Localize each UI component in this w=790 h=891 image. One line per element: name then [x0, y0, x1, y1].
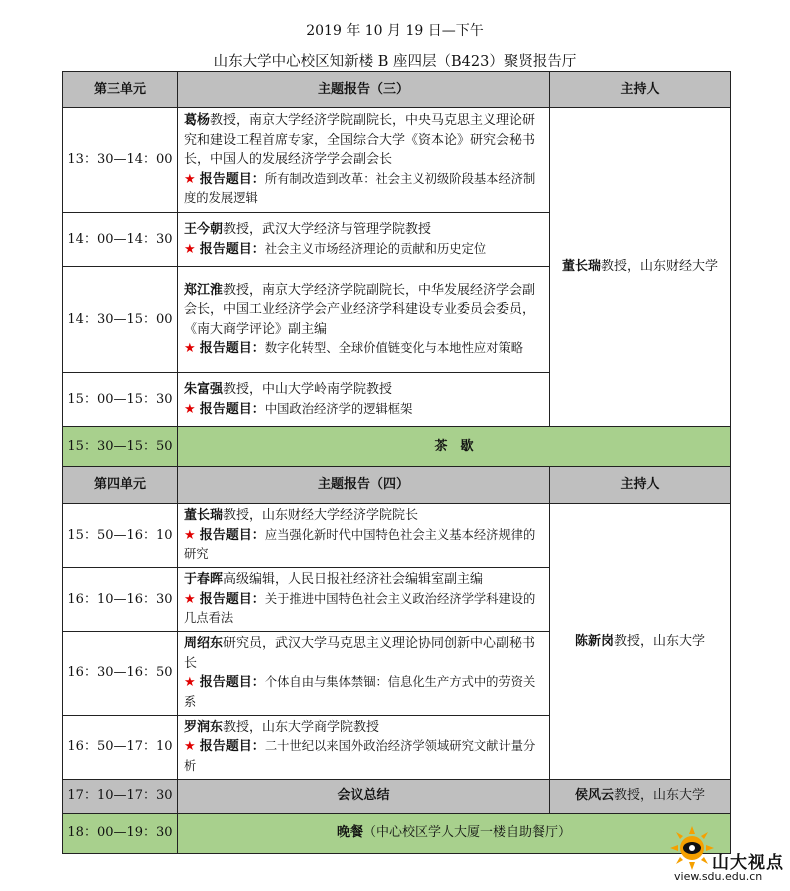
schedule-venue: 山东大学中心校区知新楼 B 座四层（B423）聚贤报告厅 [213, 54, 577, 70]
talk-details [178, 631, 550, 715]
schedule-date: 2019 年 10 月 19 日—下午 [306, 23, 484, 39]
talk-title-label: 报告题目： [199, 241, 265, 257]
speaker-name: 于春晖 [184, 572, 224, 587]
star-icon: ★ [184, 341, 196, 356]
talk-time: 14：30—15：00 [63, 267, 178, 373]
summary-label: 会议总结 [178, 779, 550, 813]
talk-title: 中国政治经济学的逻辑框架 [264, 401, 413, 416]
talk-title: 数字化转型、全球价值链变化与本地性应对策略 [264, 341, 524, 355]
star-icon: ★ [184, 401, 196, 417]
unit3-host-header: 主持人 [550, 72, 731, 108]
speaker-name: 罗润东 [184, 719, 224, 735]
speaker-name: 董长瑞 [184, 508, 224, 524]
unit4-header-row [63, 467, 731, 504]
star-icon: ★ [184, 675, 196, 690]
talk-details [178, 108, 550, 213]
unit4-unit-header: 第四单元 [63, 467, 178, 504]
talk-title-label: 报告题目： [199, 739, 265, 755]
host-affiliation: 教授，山东财经大学 [601, 259, 719, 275]
talk-time: 15：50—16：10 [63, 504, 178, 568]
star-icon: ★ [184, 171, 196, 187]
speaker-intro: 教授，山东财经大学经济学院院长 [223, 508, 419, 524]
summary-time: 17：10—17：30 [63, 779, 178, 813]
talk-title-label: 报告题目： [199, 401, 265, 417]
star-icon: ★ [184, 241, 196, 257]
talk-time: 15：00—15：30 [63, 373, 178, 427]
dinner-info [178, 813, 731, 853]
speaker-intro: 教授，武汉大学经济与管理学院教授 [223, 222, 432, 237]
speaker-name: 葛杨 [184, 113, 211, 129]
host-name: 陈新岗 [574, 633, 614, 649]
break-label: 茶 歇 [178, 427, 731, 467]
talk-title-label: 报告题目： [199, 675, 265, 690]
host-name: 侯风云 [574, 788, 614, 804]
speaker-intro: 教授，南京大学经济学院副院长，中央马克思主义理论研究和建设工程首席专家，全国综合大学《资本论》研究会秘书长，中国人的发展经济学学会副会长 [184, 113, 536, 168]
talk-time: 16：10—16：30 [63, 568, 178, 632]
star-icon: ★ [184, 591, 196, 607]
watermark-logo [668, 826, 790, 888]
star-icon: ★ [184, 739, 196, 755]
talk-title: 个体自由与集体禁锢：信息化生产方式中的劳资关系 [184, 675, 536, 709]
talk-title: 所有制改造到改革：社会主义初级阶段基本经济制度的发展逻辑 [184, 171, 536, 206]
speaker-name: 郑江淮 [184, 282, 224, 298]
talk-title-label: 报告题目： [199, 591, 265, 607]
schedule-table [62, 71, 731, 854]
dinner-detail: （中心校区学人大厦一楼自助餐厅） [363, 825, 572, 841]
talk-title-label: 报告题目： [199, 171, 265, 187]
watermark-brand: 山大视点 [712, 853, 784, 873]
talk-details [178, 267, 550, 373]
unit4-host-header: 主持人 [550, 467, 731, 504]
unit3-header-row [63, 72, 731, 108]
table-row [63, 504, 731, 568]
talk-time: 16：30—16：50 [63, 631, 178, 715]
speaker-name: 朱富强 [184, 382, 224, 397]
speaker-intro: 高级编辑，人民日报社经济社会编辑室副主编 [223, 572, 484, 587]
dinner-label: 晚餐 [336, 825, 363, 841]
sun-eye-icon [670, 826, 714, 870]
dinner-time: 18：00—19：30 [63, 813, 178, 853]
talk-title: 应当强化新时代中国特色社会主义基本经济规律的研究 [184, 527, 536, 562]
table-row [63, 108, 731, 213]
host-name: 董长瑞 [561, 259, 601, 275]
break-time: 15：30—15：50 [63, 427, 178, 467]
speaker-name: 王今朝 [184, 222, 224, 237]
talk-time: 13：30—14：00 [63, 108, 178, 213]
star-icon: ★ [184, 527, 196, 543]
speaker-intro: 教授，中山大学岭南学院教授 [223, 382, 393, 397]
talk-title-label: 报告题目： [199, 527, 265, 543]
watermark-url: view.sdu.edu.cn [674, 870, 763, 883]
talk-details [178, 568, 550, 632]
unit3-host [550, 108, 731, 427]
speaker-intro: 教授，南京大学经济学院副院长，中华发展经济学会副会长，中国工业经济学会产业经济学科建设专业委员会委员，《南大商学评论》副主编 [184, 282, 536, 337]
summary-row [63, 779, 731, 813]
talk-title: 二十世纪以来国外政治经济学领域研究文献计量分析 [184, 739, 536, 773]
unit4-host [550, 504, 731, 780]
talk-details [178, 213, 550, 267]
tea-break-row [63, 427, 731, 467]
host-affiliation: 教授，山东大学 [614, 633, 706, 649]
speaker-name: 周绍东 [184, 636, 224, 651]
talk-time: 16：50—17：10 [63, 715, 178, 779]
host-affiliation: 教授，山东大学 [614, 788, 706, 804]
speaker-intro: 教授，山东大学商学院教授 [223, 719, 380, 735]
talk-title: 社会主义市场经济理论的贡献和历史定位 [264, 241, 487, 256]
dinner-row [63, 813, 731, 853]
talk-title-label: 报告题目： [199, 341, 265, 356]
speaker-intro: 研究员，武汉大学马克思主义理论协同创新中心副秘书长 [184, 636, 536, 671]
summary-host [550, 779, 731, 813]
talk-details [178, 715, 550, 779]
talk-title: 关于推进中国特色社会主义政治经济学学科建设的几点看法 [184, 591, 536, 625]
unit4-topic-header: 主题报告（四） [178, 467, 550, 504]
talk-time: 14：00—14：30 [63, 213, 178, 267]
unit3-unit-header: 第三单元 [63, 72, 178, 108]
talk-details [178, 373, 550, 427]
talk-details [178, 504, 550, 568]
unit3-topic-header: 主题报告（三） [178, 72, 550, 108]
